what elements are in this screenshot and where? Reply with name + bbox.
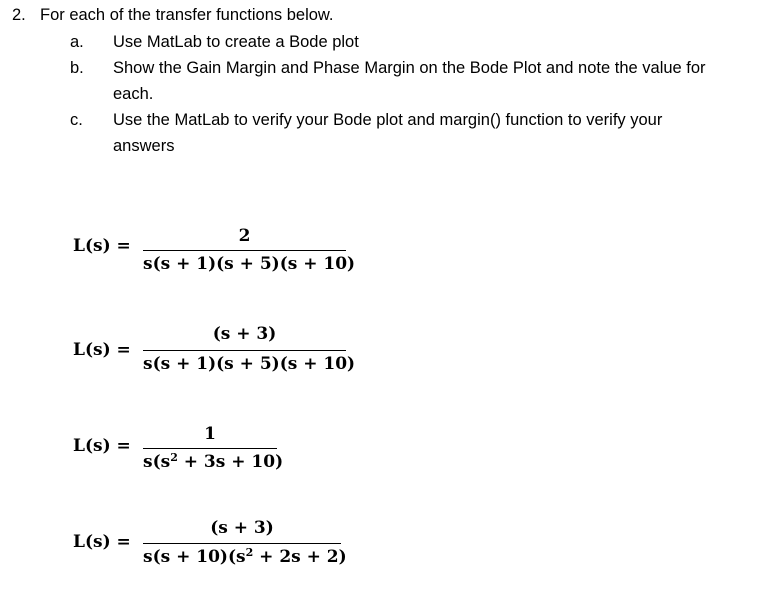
equation-2-fraction-bar (143, 350, 346, 351)
equation-4-fraction-bar (143, 543, 341, 544)
part-a-marker: a. (70, 33, 84, 51)
equation-3-numerator: 1 (204, 424, 216, 444)
equation-3-exponent: 2 (170, 451, 178, 464)
equation-2-numerator: (s + 3) (212, 324, 277, 344)
equation-3-denominator: $s(s^2 + 3s + 10)$ (143, 451, 284, 472)
part-a-text: Use MatLab to create a Bode plot (113, 33, 359, 51)
question-prompt: For each of the transfer functions below. (40, 6, 334, 24)
part-b-marker: b. (70, 59, 84, 77)
equation-2-lhs: L(s) = (73, 340, 131, 360)
equation-4-numerator: (s + 3) (210, 518, 274, 538)
equation-1-denominator: s(s + 1)(s + 5)(s + 10) (143, 254, 356, 274)
part-c-marker: c. (70, 111, 83, 129)
equation-3-lhs: L(s) = (73, 436, 131, 456)
equation-1-fraction-bar (143, 250, 346, 251)
part-c-text-continued: answers (113, 137, 175, 155)
question-number: 2. (12, 6, 26, 24)
part-b-text-continued: each. (113, 85, 154, 103)
equation-2-denominator: s(s + 1)(s + 5)(s + 10) (143, 354, 356, 374)
equation-4-lhs: L(s) = (73, 532, 131, 552)
equation-1-lhs: L(s) = (73, 236, 131, 256)
question-header (12, 6, 334, 25)
equation-3-fraction-bar (143, 448, 277, 449)
equation-4-denominator: $s(s + 10)(s^2 + 2s + 2)$ (143, 546, 347, 567)
part-c-text: Use the MatLab to verify your Bode plot and margin() function to verify your (113, 111, 663, 129)
equation-4-exponent: 2 (245, 546, 254, 559)
equation-1-numerator: 2 (238, 226, 251, 246)
part-b-text: Show the Gain Margin and Phase Margin on the Bode Plot and note the value for (113, 59, 706, 77)
